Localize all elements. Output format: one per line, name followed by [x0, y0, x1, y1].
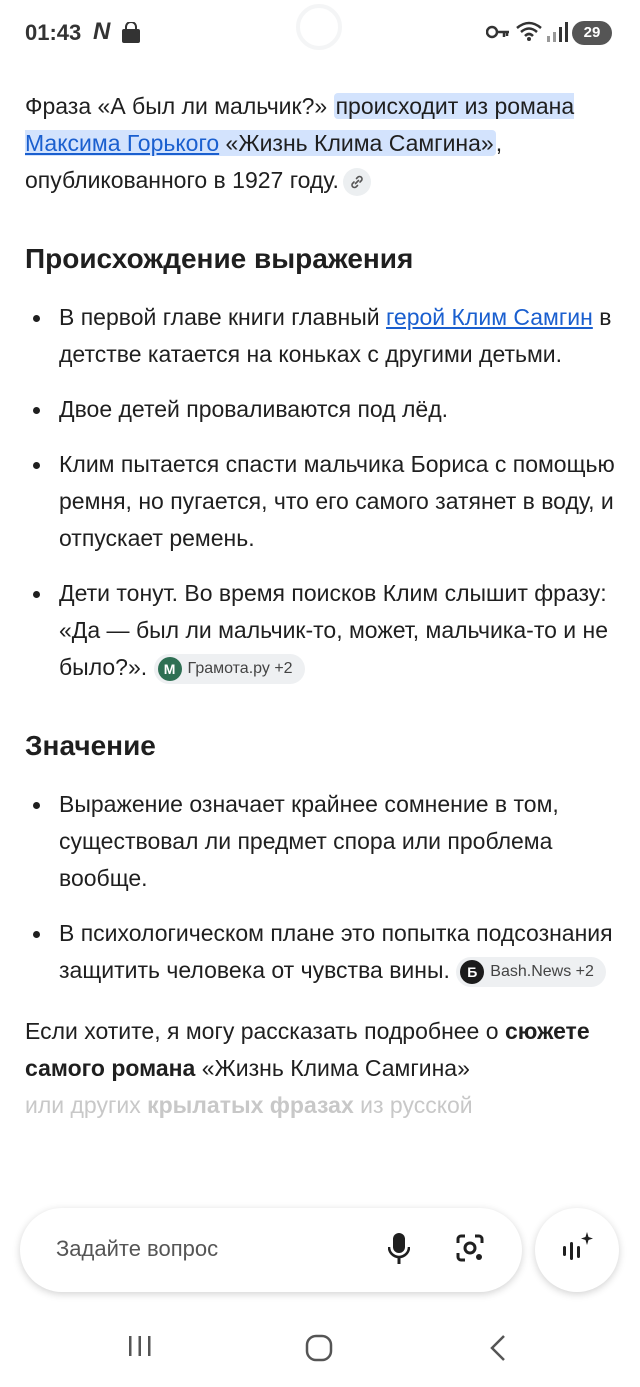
list-item: Выражение означает крайнее сомнение в том, существовал ли предмет спора или проблема вообще.	[25, 786, 615, 897]
wifi-icon	[515, 20, 543, 42]
back-icon[interactable]	[488, 1334, 508, 1362]
list-item	[25, 575, 615, 686]
section-origin-title: Происхождение выражения	[25, 243, 414, 274]
list-item	[25, 915, 615, 989]
outro-text-4: из русской	[353, 1092, 473, 1118]
outro-paragraph	[25, 1013, 615, 1124]
item-text: В первой главе книги главный	[59, 304, 387, 330]
home-icon[interactable]	[305, 1334, 333, 1362]
item-text: В психологическом плане это попытка подсознания защитить человека от чувства вины.	[59, 920, 613, 983]
microphone-icon[interactable]	[388, 1232, 410, 1266]
outro-faded	[25, 1092, 473, 1118]
bashnews-logo-icon: Б	[460, 960, 484, 984]
ask-input-bar[interactable]	[20, 1208, 522, 1292]
signal-icon	[546, 22, 568, 42]
hero-link[interactable]: герой Клим Самгин	[386, 304, 593, 330]
source-chip-gramota[interactable]	[154, 654, 305, 684]
origin-list	[25, 299, 615, 686]
section-meaning-title: Значение	[25, 730, 156, 761]
item-text-tail: в детстве катается на коньках с другими детьми.	[59, 304, 612, 367]
n-app-icon: N	[93, 18, 111, 45]
item-text: Дети тонут. Во время поисков Клим слышит фразу: «Да — был ли мальчик-то, может, мальчика-то и не было?».	[59, 580, 609, 680]
clock: 01:43	[25, 20, 82, 45]
recent-apps-icon[interactable]	[127, 1334, 153, 1358]
list-item: Клим пытается спасти мальчика Бориса с помощью ремня, но пугается, что его самого затянет в воду, и отпускает ремень.	[25, 446, 615, 557]
source-label: Грамота.ру +2	[187, 659, 293, 677]
ai-voice-button[interactable]	[535, 1208, 619, 1292]
intro-highlight-text-2: «Жизнь Клима Самгина»	[219, 130, 494, 156]
link-icon[interactable]	[343, 168, 371, 196]
source-chip-bashnews[interactable]	[456, 957, 606, 987]
source-label: Bash.News +2	[490, 962, 594, 980]
intro-highlight-text: происходит из романа	[335, 93, 575, 119]
gramota-logo-icon: М	[158, 657, 182, 681]
list-item	[25, 299, 615, 373]
sparkle-voice-icon	[561, 1232, 593, 1266]
meaning-list	[25, 786, 615, 989]
intro-paragraph	[25, 88, 615, 199]
battery-indicator: 29	[572, 21, 612, 45]
google-logo-icon	[296, 4, 342, 50]
outro-text-3: или других	[25, 1092, 148, 1118]
outro-text-2: «Жизнь Клима Самгина»	[195, 1055, 470, 1081]
list-item: Двое детей проваливаются под лёд.	[25, 391, 615, 428]
ai-answer	[25, 88, 615, 1124]
key-icon	[486, 24, 510, 40]
outro-bold-2: крылатых фразах	[147, 1092, 354, 1118]
outro-text: Если хотите, я могу рассказать подробнее о	[25, 1018, 505, 1044]
system-navigation-bar	[0, 1310, 640, 1387]
outro-bold-1: сюжете самого романа	[25, 1018, 590, 1081]
ask-input-placeholder[interactable]: Задайте вопрос	[56, 1236, 219, 1261]
shopping-bag-icon	[121, 22, 141, 44]
google-lens-icon[interactable]	[455, 1233, 485, 1263]
intro-tail: , опубликованного в 1927 году.	[25, 130, 503, 193]
intro-text: Фраза «А был ли мальчик?»	[25, 93, 334, 119]
gorky-link[interactable]: Максима Горького	[25, 130, 220, 156]
